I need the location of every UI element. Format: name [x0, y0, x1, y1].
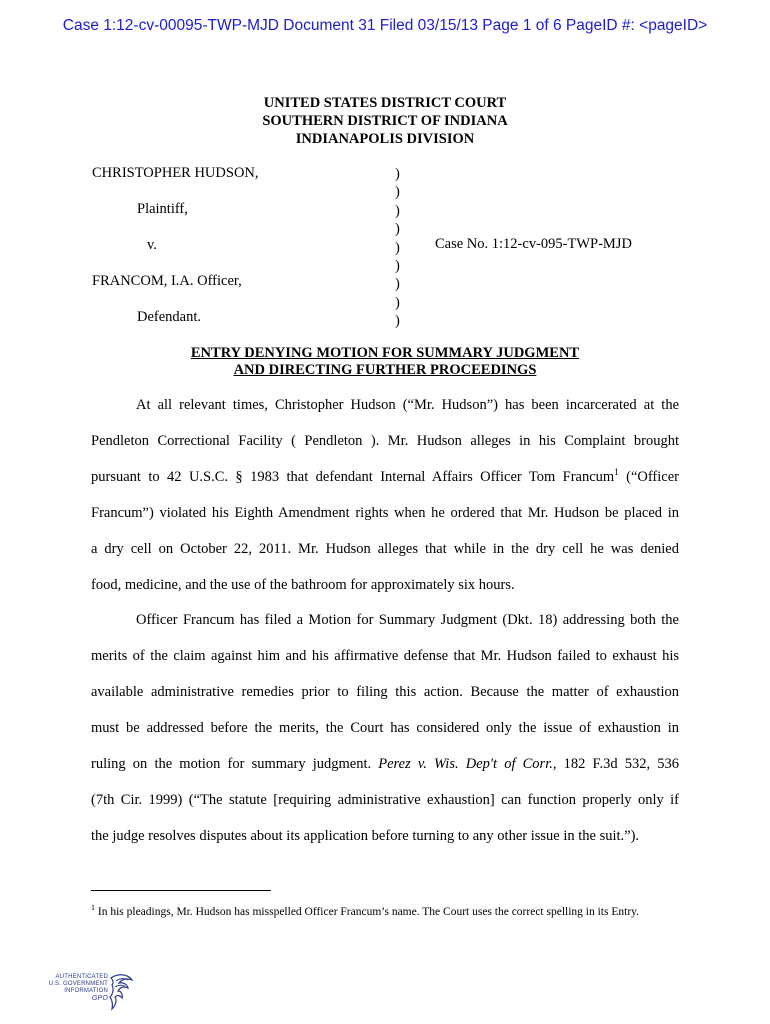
court-district: SOUTHERN DISTRICT OF INDIANA	[262, 113, 508, 129]
paragraph-line-tail: (“Officer	[618, 469, 679, 485]
paragraph-line: available administrative remedies prior to filing this action. Because the matter of exhaustion	[91, 684, 679, 700]
footnote-text: In his pleadings, Mr. Hudson has misspelled Officer Francum’s name. The Court uses the correct spelling in its Entry.	[97, 905, 640, 918]
caption-paren: )	[395, 202, 400, 219]
footnote	[91, 900, 679, 920]
court-division: INDIANAPOLIS DIVISION	[295, 131, 475, 147]
seal-line: INFORMATION	[64, 988, 108, 994]
caption-paren: )	[395, 276, 400, 293]
paragraph-line: Francum”) violated his Eighth Amendment rights when he ordered that Mr. Hudson be placed in	[91, 505, 679, 521]
caption-paren: )	[395, 166, 400, 182]
paragraph-line	[91, 756, 679, 773]
seal-line: GPO	[91, 995, 108, 1002]
caption-paren: )	[395, 184, 400, 201]
plaintiff-role: Plaintiff,	[137, 201, 188, 217]
versus-label: v.	[147, 237, 157, 253]
plaintiff-name: CHRISTOPHER HUDSON,	[92, 165, 259, 181]
paragraph-line: At all relevant times, Christopher Hudson (“Mr. Hudson”) has been incarcerated at the	[136, 397, 679, 413]
case-number: Case No. 1:12-cv-095-TWP-MJD	[435, 236, 632, 252]
seal-line: AUTHENTICATED	[55, 974, 108, 980]
paragraph-line: food, medicine, and the use of the bathroom for approximately six hours.	[91, 577, 515, 593]
paragraph-line-text: pursuant to 42 U.S.C. § 1983 that defendant Internal Affairs Officer Tom Francum	[91, 469, 615, 485]
seal-text	[36, 974, 108, 1002]
court-heading	[0, 94, 770, 148]
docket-header-stamp: Case 1:12-cv-00095-TWP-MJD Document 31 Filed 03/15/13 Page 1 of 6 PageID #: <pageID>	[62, 17, 708, 34]
court-name: UNITED STATES DISTRICT COURT	[263, 95, 507, 111]
defendant-role: Defendant.	[137, 309, 202, 325]
eagle-icon	[108, 972, 134, 1014]
paragraph-line: Officer Francum has filed a Motion for Summary Judgment (Dkt. 18) addressing both the	[136, 612, 679, 628]
citation-reporter: , 182 F.3d 532, 536	[552, 756, 679, 772]
caption-paren: )	[395, 294, 400, 311]
entry-title-line1: ENTRY DENYING MOTION FOR SUMMARY JUDGMENT	[190, 345, 580, 361]
defendant-name: FRANCOM, I.A. Officer,	[92, 273, 242, 289]
footnote-marker: 1	[91, 903, 95, 912]
gpo-authentication-seal	[36, 974, 136, 1014]
caption-paren-column	[395, 165, 400, 331]
seal-line: U.S. GOVERNMENT	[48, 981, 108, 987]
entry-title-line2: AND DIRECTING FURTHER PROCEEDINGS	[233, 362, 537, 378]
paragraph-line: the judge resolves disputes about its application before turning to any other issue in the suit.”).	[91, 828, 640, 844]
entry-title	[0, 345, 770, 379]
caption-paren: )	[395, 239, 400, 256]
paragraph-line	[91, 469, 679, 486]
paragraph-line: a dry cell on October 22, 2011. Mr. Hudson alleges that while in the dry cell he was denied	[91, 541, 679, 557]
citation-lead: ruling on the motion for summary judgment.	[91, 756, 379, 772]
paragraph-line: must be addressed before the merits, the Court has considered only the issue of exhaustion in	[91, 720, 679, 736]
case-citation: Perez v. Wis. Dep't of Corr.	[378, 756, 553, 772]
caption-paren: )	[395, 258, 400, 275]
footnote-reference[interactable]: 1	[614, 467, 619, 478]
paragraph-line: Pendleton Correctional Facility ( Pendleton ). Mr. Hudson alleges in his Complaint brought	[91, 433, 679, 449]
paragraph-line: merits of the claim against him and his affirmative defense that Mr. Hudson failed to exhaust his	[91, 648, 679, 664]
caption-paren: )	[395, 221, 400, 238]
paragraph-line: (7th Cir. 1999) (“The statute [requiring administrative exhaustion] can function properly only if	[91, 792, 679, 808]
footnote-divider	[91, 890, 271, 891]
caption-paren: )	[395, 313, 400, 330]
